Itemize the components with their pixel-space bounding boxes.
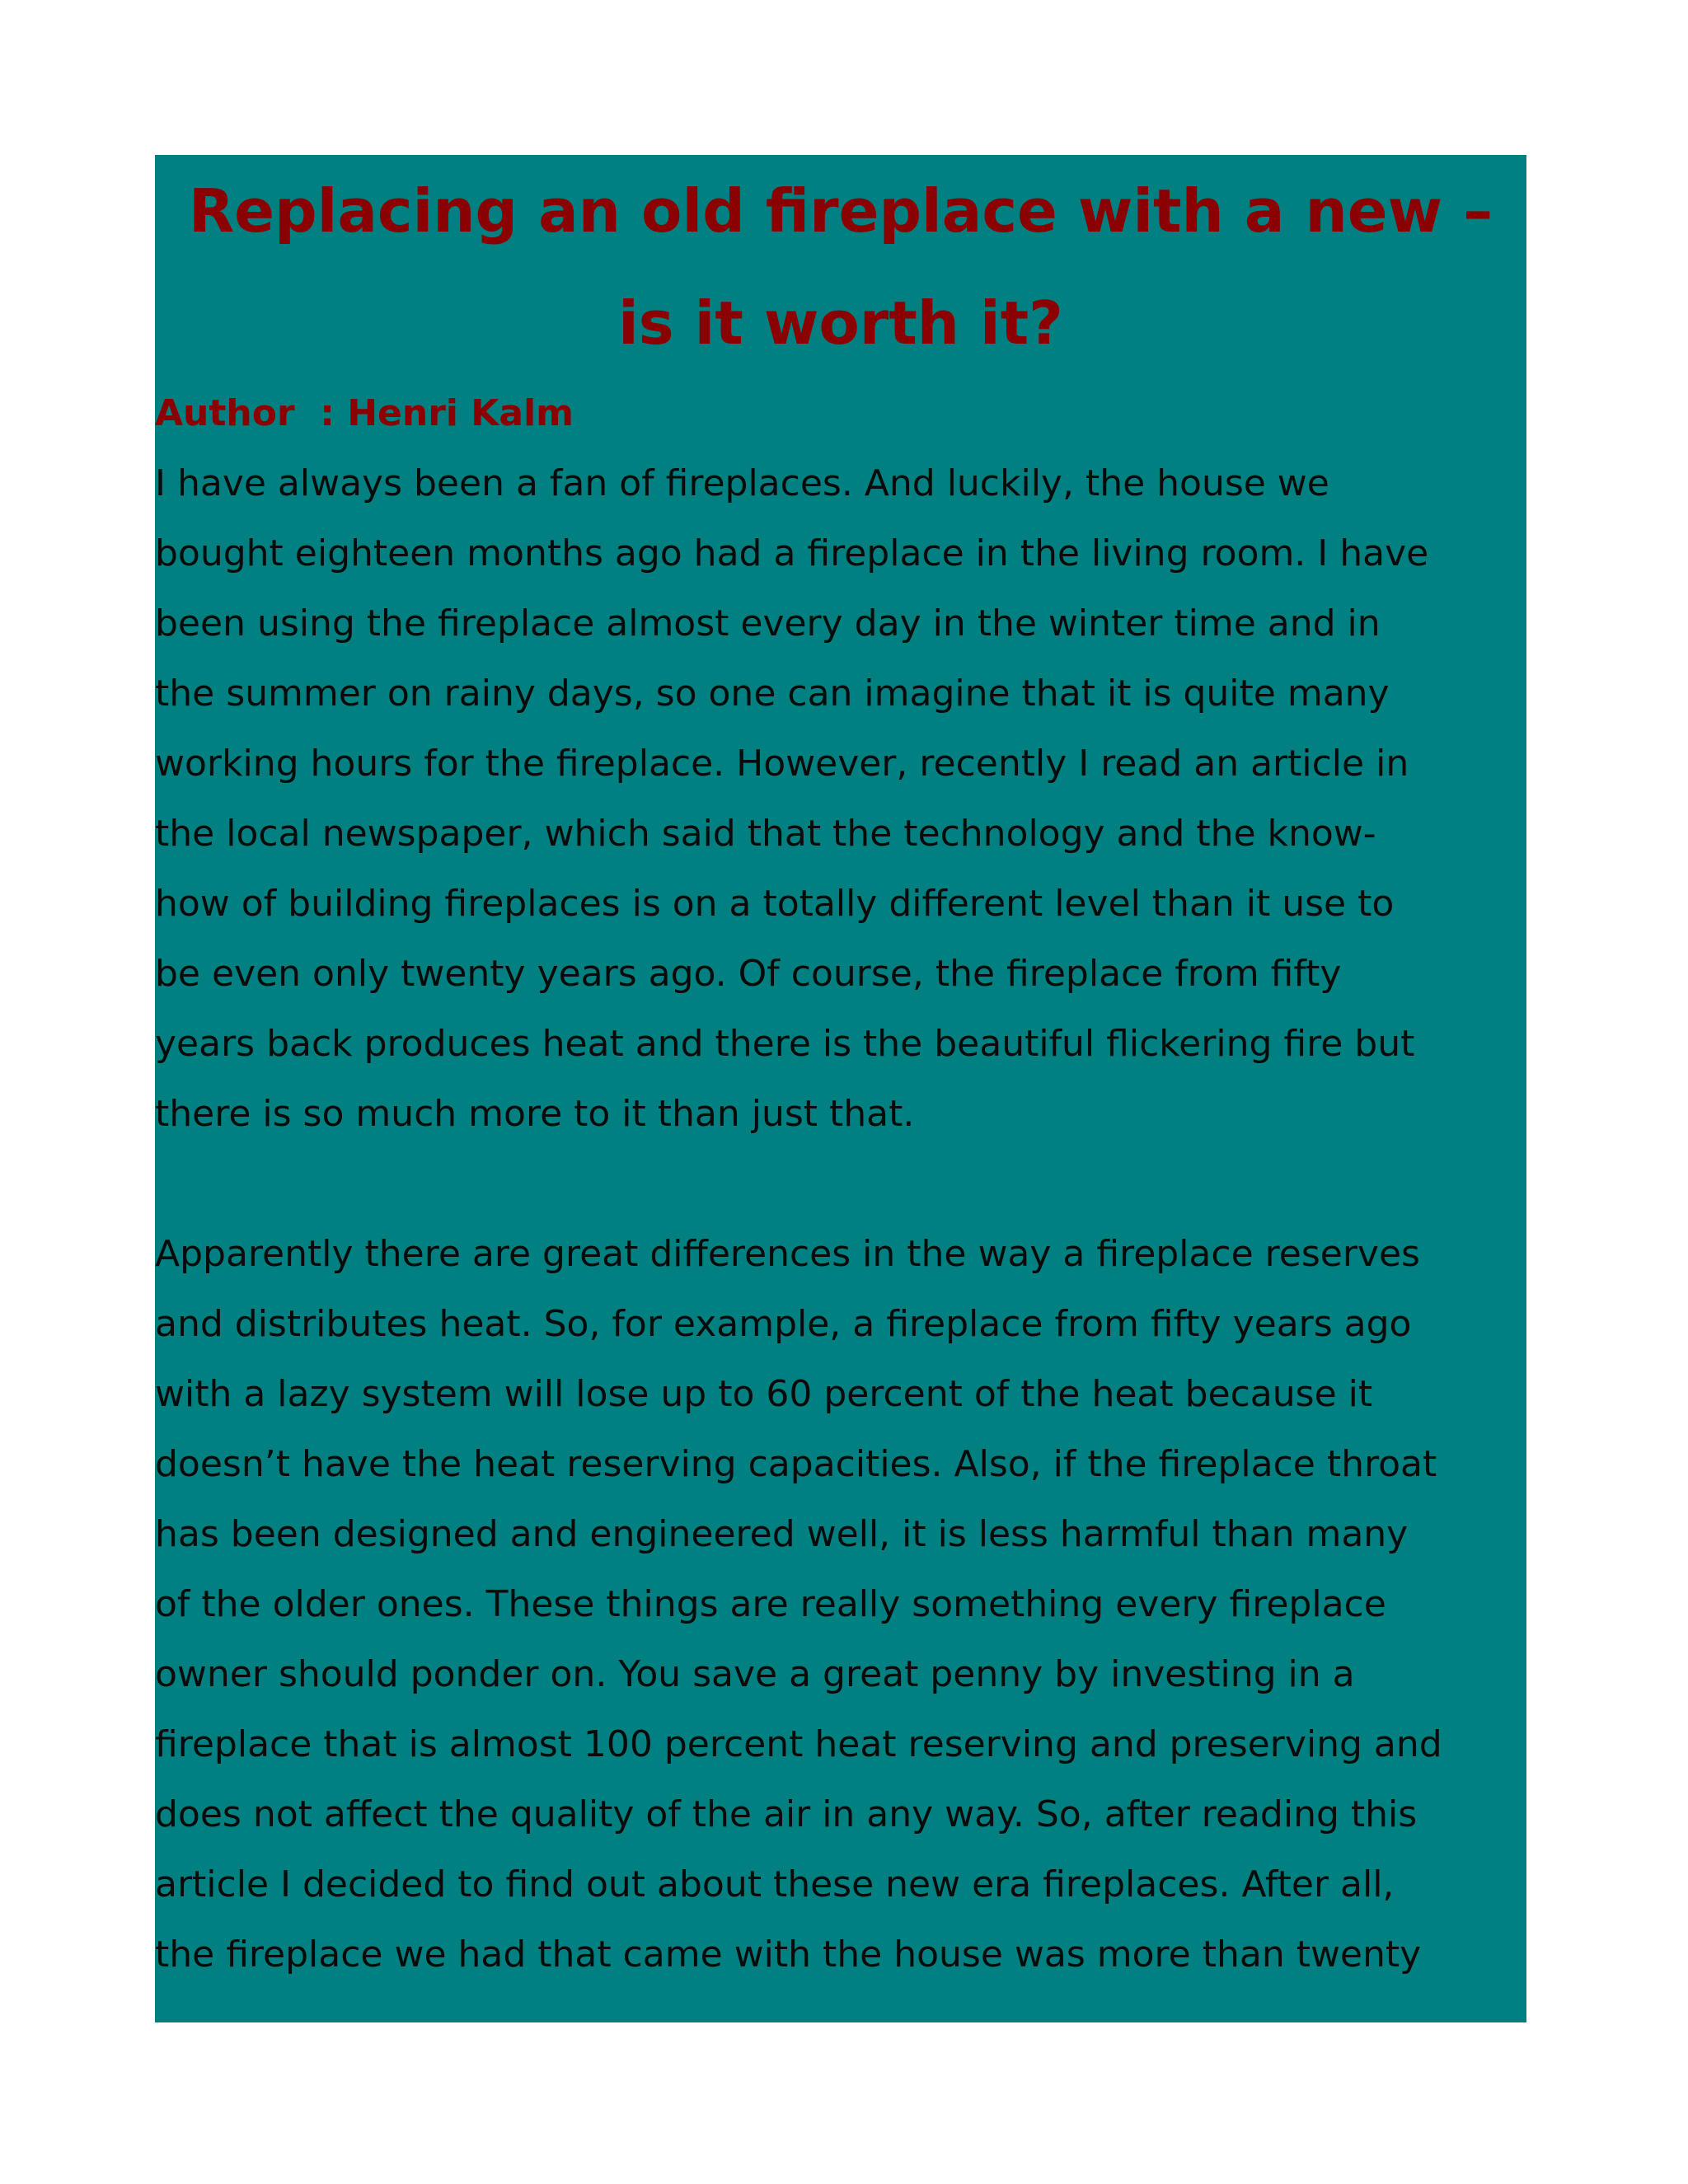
paragraph-line: working hours for the fireplace. However, recently I read an article in: [155, 743, 1409, 785]
paragraph-line: I have always been a fan of fireplaces. And luckily, the house we: [155, 462, 1329, 504]
article-panel: [155, 155, 1526, 2022]
paragraph-line: been using the fireplace almost every day in the winter time and in: [155, 602, 1381, 644]
paragraph-line: be even only twenty years ago. Of course, the fireplace from fifty: [155, 953, 1342, 995]
paragraph-line: has been designed and engineered well, it is less harmful than many: [155, 1513, 1409, 1555]
paragraph-line: does not affect the quality of the air in any way. So, after reading this: [155, 1793, 1418, 1835]
paragraph-line: owner should ponder on. You save a great penny by investing in a: [155, 1653, 1355, 1695]
paragraph-line: fireplace that is almost 100 percent heat reserving and preserving and: [155, 1723, 1442, 1765]
paragraph-line: there is so much more to it than just that.: [155, 1093, 915, 1135]
article-title: [155, 155, 1526, 379]
paragraph-line: doesn’t have the heat reserving capacities. Also, if the fireplace throat: [155, 1443, 1437, 1485]
title-line-2: is it worth it?: [618, 288, 1063, 358]
paragraph-line: article I decided to find out about these new era fireplaces. After all,: [155, 1863, 1395, 1905]
paragraph-line: and distributes heat. So, for example, a fireplace from fifty years ago: [155, 1303, 1412, 1345]
paragraph-line: with a lazy system will lose up to 60 percent of the heat because it: [155, 1373, 1373, 1415]
title-line-1: Replacing an old fireplace with a new –: [188, 176, 1493, 246]
paragraph-line: the summer on rainy days, so one can imagine that it is quite many: [155, 673, 1390, 715]
article-author: Author : Henri Kalm: [155, 392, 574, 434]
paragraph-line: bought eighteen months ago had a fireplace in the living room. I have: [155, 532, 1429, 574]
paragraph-spacer: [155, 1149, 1526, 1219]
paragraph-line: years back produces heat and there is the beautiful flickering fire but: [155, 1023, 1415, 1065]
paragraph-line: Apparently there are great differences in the way a fireplace reserves: [155, 1233, 1420, 1275]
paragraph-line: how of building fireplaces is on a totally different level than it use to: [155, 883, 1395, 925]
paragraph-1: [155, 448, 1526, 1149]
paragraph-line: the fireplace we had that came with the house was more than twenty: [155, 1933, 1422, 1975]
paragraph-line: the local newspaper, which said that the technology and the know-: [155, 813, 1376, 855]
paragraph-line: of the older ones. These things are really something every fireplace: [155, 1583, 1386, 1625]
paragraph-2: [155, 1219, 1526, 1990]
article-body: [155, 448, 1526, 1990]
